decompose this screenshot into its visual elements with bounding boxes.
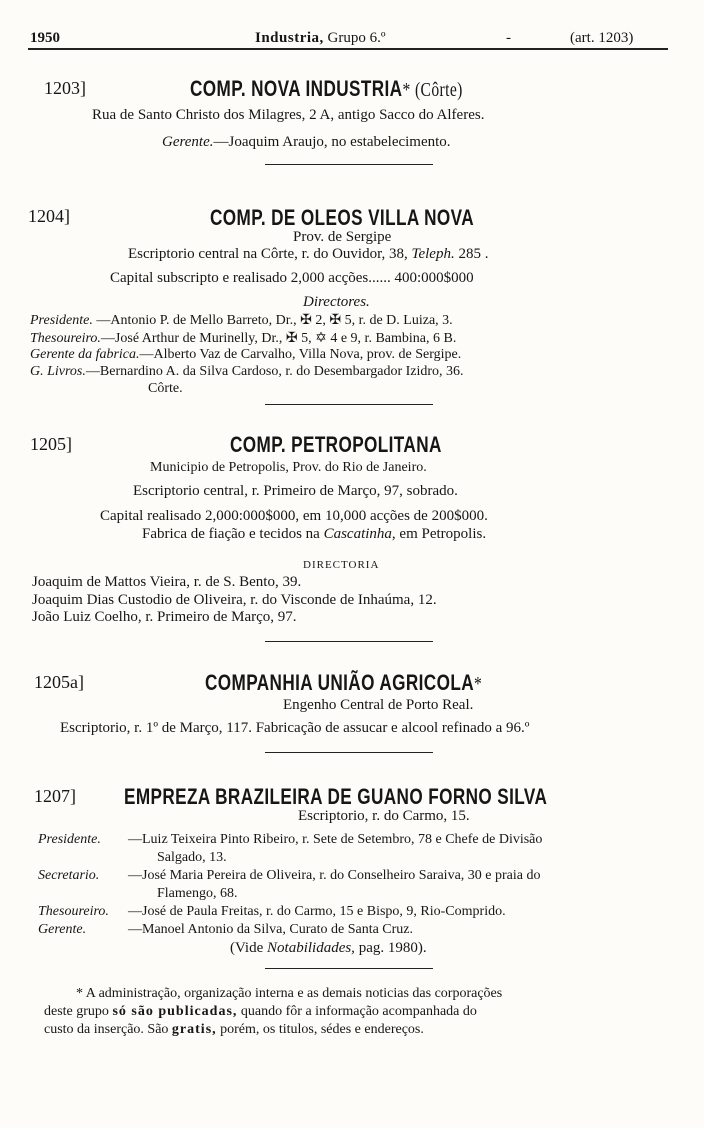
footnote-line: deste grupo só são publicadas, quando fôr a informação acompanhada do [44, 1004, 477, 1019]
director-row: João Luiz Coelho, r. Primeiro de Março, 97. [32, 609, 297, 625]
group-name: Grupo 6.º [327, 30, 386, 46]
director-row: Joaquim Dias Custodio de Oliveira, r. do Visconde de Inhaúma, 12. [32, 592, 437, 608]
footnote-line: custo da inserção. São gratis, porém, os titulos, sédes e endereços. [44, 1022, 424, 1037]
directors-heading: DIRECTORIA [303, 559, 380, 571]
director-row: G. Livros.—Bernardino A. da Silva Cardoso, r. do Desembargador Izidro, 36. [30, 364, 464, 379]
director-row-continuation: Côrte. [148, 381, 183, 396]
entry-number: 1205] [30, 434, 72, 454]
entry-number: 1203] [44, 78, 86, 98]
page-number: 1950 [30, 30, 60, 46]
entry-office: Escriptorio central, r. Primeiro de Março, 97, sobrado. [133, 483, 458, 499]
footnote-line: * A administração, organização interna e as demais noticias das corporações [76, 986, 503, 1001]
entry-title: EMPREZA BRAZILEIRA DE GUANO FORNO SILVA [124, 784, 548, 809]
person-text: —José Maria Pereira de Oliveira, r. do Conselheiro Saraiva, 30 e praia do [128, 868, 541, 883]
separator-rule [265, 164, 433, 165]
director-row: Presidente. —Antonio P. de Mello Barreto, Dr., ✠ 2, ✠ 5, r. de D. Luiza, 3. [30, 313, 453, 328]
person-text-continuation: Flamengo, 68. [157, 886, 238, 901]
separator-rule [265, 968, 433, 969]
entry-title: COMPANHIA UNIÃO AGRICOLA* [205, 670, 483, 695]
entry-capital: Capital realisado 2,000:000$000, em 10,000 acções de 200$000. [100, 508, 488, 524]
separator-rule [265, 641, 433, 642]
director-row: Gerente da fabrica.—Alberto Vaz de Carvalho, Villa Nova, prov. de Sergipe. [30, 347, 462, 362]
entry-subtitle: Escriptorio, r. do Carmo, 15. [298, 808, 470, 824]
entry-manager: Gerente.—Joaquim Araujo, no estabelecimento. [162, 134, 451, 150]
entry-title: COMP. NOVA INDUSTRIA* (Côrte) [190, 76, 463, 101]
director-row: Joaquim de Mattos Vieira, r. de S. Bento, 39. [32, 574, 302, 590]
entry-subtitle: Engenho Central de Porto Real. [283, 697, 474, 713]
running-title [255, 30, 386, 47]
article-ref: (art. 1203) [570, 30, 634, 46]
entry-number: 1205a] [34, 672, 84, 692]
person-text: —Manoel Antonio da Silva, Curato de Santa Cruz. [128, 922, 414, 937]
entry-title: COMP. DE OLEOS VILLA NOVA [210, 205, 475, 230]
separator-rule [265, 404, 433, 405]
header-dash: - [506, 30, 511, 46]
person-role: Thesoureiro. [38, 904, 109, 919]
director-row: Thesoureiro.—José Arthur de Murinelly, Dr., ✠ 5, ✡ 4 e 9, r. Bambina, 6 B. [30, 331, 457, 346]
see-reference: (Vide Notabilidades, pag. 1980). [230, 940, 427, 956]
person-role: Presidente. [38, 832, 101, 847]
entry-factory: Fabrica de fiação e tecidos na Cascatinha, em Petropolis. [142, 526, 487, 542]
directors-heading: Directores. [303, 294, 370, 310]
person-role: Secretario. [38, 868, 100, 883]
person-text-continuation: Salgado, 13. [157, 850, 227, 865]
separator-rule [265, 752, 433, 753]
entry-capital: Capital subscripto e realisado 2,000 acções...... 400:000$000 [110, 270, 474, 286]
person-role: Gerente. [38, 922, 87, 937]
entry-number: 1207] [34, 786, 76, 806]
entry-address: Rua de Santo Christo dos Milagres, 2 A, antigo Sacco do Alferes. [92, 107, 485, 123]
section-name: Industria, [255, 30, 324, 46]
entry-subtitle: Prov. de Sergipe [293, 229, 392, 245]
entry-office: Escriptorio central na Côrte, r. do Ouvidor, 38, Teleph. 285 . [128, 246, 489, 262]
header-rule [28, 48, 668, 50]
entry-number: 1204] [28, 206, 70, 226]
entry-title: COMP. PETROPOLITANA [230, 432, 442, 457]
entry-subtitle: Municipio de Petropolis, Prov. do Rio de Janeiro. [150, 460, 427, 475]
person-text: —José de Paula Freitas, r. do Carmo, 15 e Bispo, 9, Rio-Comprido. [128, 904, 506, 919]
entry-office: Escriptorio, r. 1º de Março, 117. Fabricação de assucar e alcool refinado a 96.º [60, 720, 530, 736]
person-text: —Luiz Teixeira Pinto Ribeiro, r. Sete de Setembro, 78 e Chefe de Divisão [128, 832, 543, 847]
